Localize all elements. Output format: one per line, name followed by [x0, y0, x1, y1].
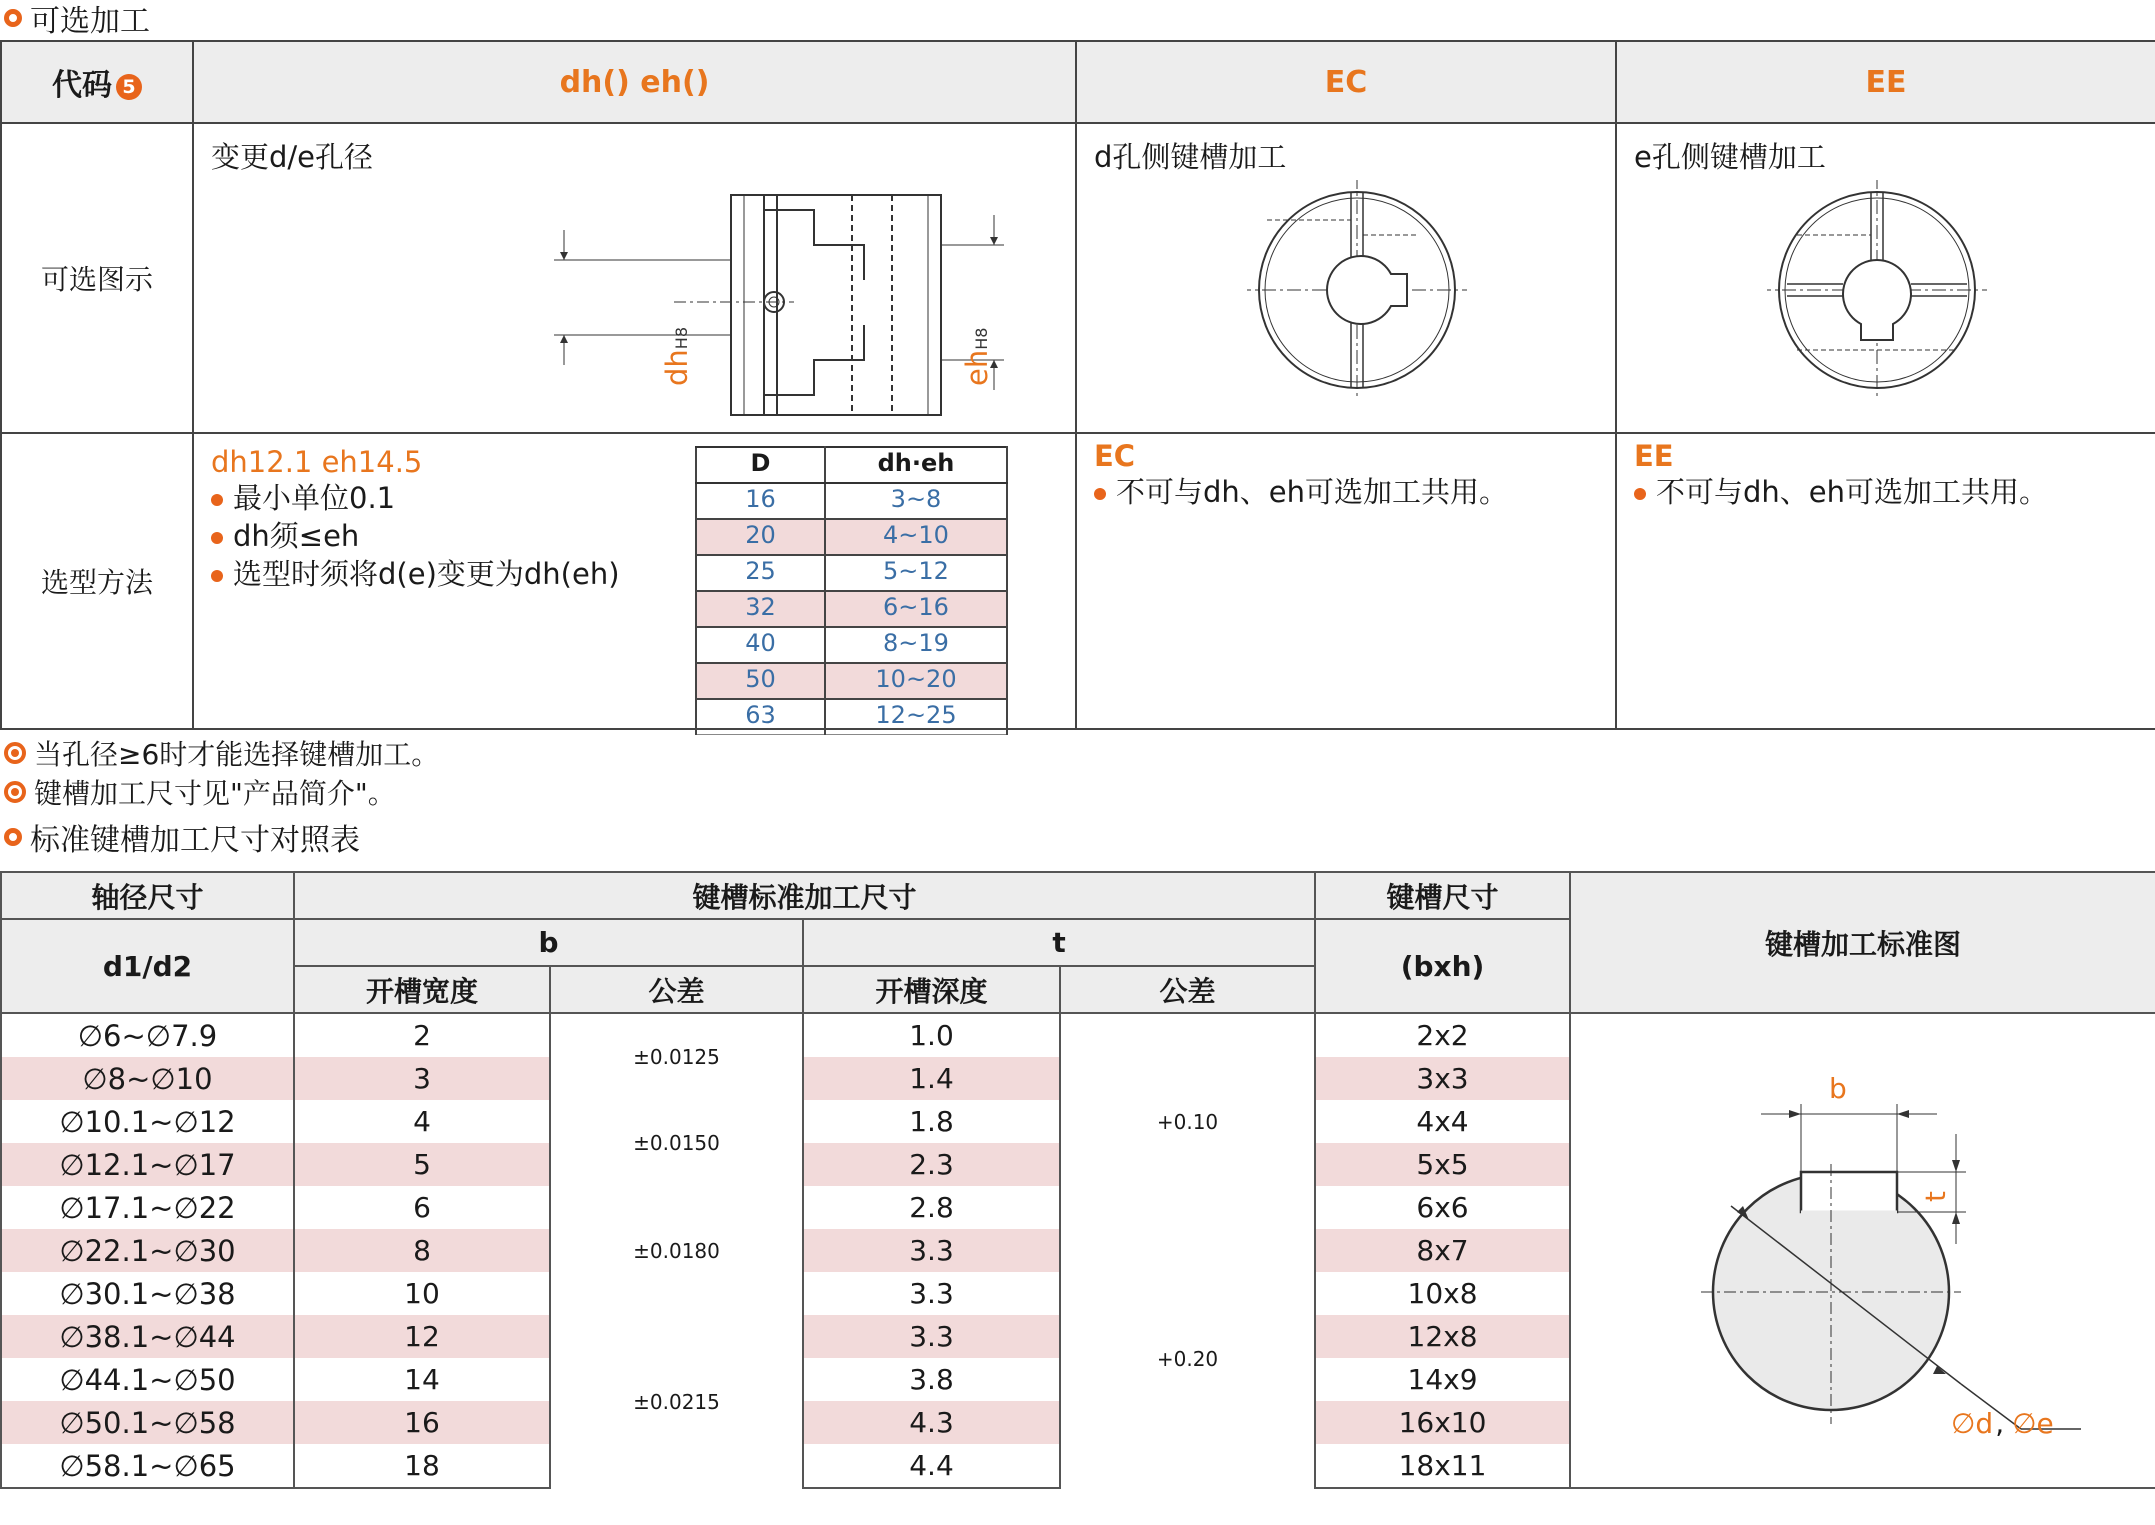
range-cell: 25 [696, 555, 825, 591]
dh-method-title: dh12.1 eh14.5 [211, 445, 423, 479]
coupling-side-view-diagram [474, 190, 1024, 435]
table-cell: 4 [294, 1100, 550, 1143]
t-tolerance: +0.20 [1060, 1229, 1315, 1488]
ring-bullet-icon [4, 9, 22, 27]
b-tol-header: 公差 [550, 966, 803, 1013]
ee-diagram-cell [1616, 123, 2155, 433]
bullet-dot-icon [211, 570, 223, 582]
table-cell: 1.8 [803, 1100, 1060, 1143]
table-cell: 10 [294, 1272, 550, 1315]
dh-range-row [696, 627, 1007, 663]
b-width-header: 开槽宽度 [294, 966, 550, 1013]
b-tolerance: ±0.0125 [550, 1013, 803, 1100]
table-cell: 8 [294, 1229, 550, 1272]
range-cell: 6~16 [825, 591, 1007, 627]
dot-ring-bullet-icon [4, 742, 26, 764]
table-cell: 12 [294, 1315, 550, 1358]
bullet-dot-icon [1634, 488, 1646, 500]
range-cell: 16 [696, 483, 825, 519]
ee-diagram-title: e孔侧键槽加工 [1634, 140, 1826, 174]
b-header: b [294, 919, 803, 966]
table2-header-row-1 [1, 872, 2155, 919]
dh-dimension-label: dhH8 [660, 326, 694, 386]
diagram-header: 键槽加工标准图 [1570, 872, 2155, 1013]
key-sub-header: (bxh) [1315, 919, 1570, 1013]
table-cell: 3.3 [803, 1272, 1060, 1315]
table-cell: 2x2 [1315, 1013, 1570, 1057]
range-cell: 3~8 [825, 483, 1007, 519]
range-cell: 50 [696, 663, 825, 699]
bullet-dot-icon [1094, 488, 1106, 500]
optional-processing-table [0, 40, 2155, 730]
table-cell: ∅22.1~∅30 [1, 1229, 294, 1272]
ec-method-title: EC [1094, 439, 1136, 473]
dh-method-cell [193, 433, 1076, 729]
range-cell: 12~25 [825, 699, 1007, 735]
dh-bullet-3: 选型时须将d(e)变更为dh(eh) [195, 555, 1074, 593]
ee-keyway-diagram [1767, 180, 1987, 400]
table-cell: 2.8 [803, 1186, 1060, 1229]
table-cell: ∅8~∅10 [1, 1057, 294, 1100]
b-tolerance: ±0.0180 [550, 1186, 803, 1315]
key-header: 键槽尺寸 [1315, 872, 1570, 919]
table-cell: ∅6~∅7.9 [1, 1013, 294, 1057]
dh-range-row [696, 555, 1007, 591]
table-cell: 1.4 [803, 1057, 1060, 1100]
t-depth-header: 开槽深度 [803, 966, 1060, 1013]
table-cell: 2.3 [803, 1143, 1060, 1186]
diagram-t-label: t [1919, 1191, 1953, 1202]
number-badge-icon: 5 [116, 74, 142, 100]
range-cell: 32 [696, 591, 825, 627]
row-label-method: 选型方法 [1, 433, 193, 729]
range-cell: 5~12 [825, 555, 1007, 591]
diagram-d-e-label: ∅d, ∅e [1951, 1407, 2054, 1440]
table-cell: 4.4 [803, 1444, 1060, 1488]
method-row [1, 433, 2155, 729]
table-cell: ∅12.1~∅17 [1, 1143, 294, 1186]
range-cell: 8~19 [825, 627, 1007, 663]
table-cell: 3.8 [803, 1358, 1060, 1401]
table-cell: 5x5 [1315, 1143, 1570, 1186]
code-header: 代码 5 [1, 41, 193, 123]
col-ee-header: EE [1616, 41, 2155, 123]
dh-range-row [696, 591, 1007, 627]
table-cell: 2 [294, 1013, 550, 1057]
ec-keyway-diagram [1247, 180, 1467, 400]
dh-range-row [696, 519, 1007, 555]
table-cell: ∅38.1~∅44 [1, 1315, 294, 1358]
table-cell: 12x8 [1315, 1315, 1570, 1358]
ec-diagram-title: d孔侧键槽加工 [1094, 140, 1287, 174]
table-cell: 3 [294, 1057, 550, 1100]
ec-bullet: 不可与dh、eh可选加工共用。 [1078, 473, 1614, 511]
ee-method-cell [1616, 433, 2155, 729]
ec-method-cell [1076, 433, 1616, 729]
table-cell: 18x11 [1315, 1444, 1570, 1488]
dh-diagram-cell [193, 123, 1076, 433]
note-2: 键槽加工尺寸见"产品简介"。 [4, 772, 396, 812]
diagram-b-label: b [1829, 1072, 1847, 1105]
eh-dimension-label: ehH8 [960, 327, 994, 386]
keyway-size-table [0, 871, 2155, 1489]
table-cell: ∅58.1~∅65 [1, 1444, 294, 1488]
table-cell: 1.0 [803, 1013, 1060, 1057]
range-cell: 40 [696, 627, 825, 663]
table-cell: 14x9 [1315, 1358, 1570, 1401]
table-cell: 8x7 [1315, 1229, 1570, 1272]
table-cell: 10x8 [1315, 1272, 1570, 1315]
bullet-dot-icon [211, 532, 223, 544]
b-tolerance: ±0.0215 [550, 1315, 803, 1488]
keyway-standard-diagram [1661, 1054, 2081, 1454]
t-tolerance: +0.10 [1060, 1013, 1315, 1229]
ee-bullet: 不可与dh、eh可选加工共用。 [1618, 473, 2154, 511]
section-title-optional: 可选加工 [4, 0, 150, 36]
t-header: t [803, 919, 1315, 966]
table-cell: 3.3 [803, 1315, 1060, 1358]
b-tolerance: ±0.0150 [550, 1100, 803, 1186]
dh-range-row [696, 483, 1007, 519]
table-cell: ∅50.1~∅58 [1, 1401, 294, 1444]
diagram-row [1, 123, 2155, 433]
table-cell: 5 [294, 1143, 550, 1186]
shaft-sub-header: d1/d2 [1, 919, 294, 1013]
table-cell: 16 [294, 1401, 550, 1444]
table-cell: 3.3 [803, 1229, 1060, 1272]
note-1: 当孔径≥6时才能选择键槽加工。 [4, 733, 439, 773]
keyway-diagram-cell [1570, 1013, 2155, 1488]
table-cell: 6 [294, 1186, 550, 1229]
table-cell: 3x3 [1315, 1057, 1570, 1100]
dh-bullet-2: dh须≤eh [195, 517, 1074, 555]
dot-ring-bullet-icon [4, 781, 26, 803]
dh-diagram-title: 变更d/e孔径 [211, 140, 374, 174]
table-cell: ∅17.1~∅22 [1, 1186, 294, 1229]
col-dh-header: dh() eh() [193, 41, 1076, 123]
table1-header-row [1, 41, 2155, 123]
table-cell: 4x4 [1315, 1100, 1570, 1143]
table-cell: 4.3 [803, 1401, 1060, 1444]
ring-bullet-icon [4, 828, 22, 846]
table-row [1, 1013, 2155, 1057]
ec-diagram-cell [1076, 123, 1616, 433]
range-cell: 10~20 [825, 663, 1007, 699]
row-label-diagram: 可选图示 [1, 123, 193, 433]
table-cell: 18 [294, 1444, 550, 1488]
std-header: 键槽标准加工尺寸 [294, 872, 1315, 919]
table-cell: ∅10.1~∅12 [1, 1100, 294, 1143]
shaft-header: 轴径尺寸 [1, 872, 294, 919]
table-cell: 14 [294, 1358, 550, 1401]
section-title-keyway: 标准键槽加工尺寸对照表 [4, 819, 360, 855]
bullet-dot-icon [211, 494, 223, 506]
range-cell: 63 [696, 699, 825, 735]
dh-range-table: D dh·eh 16 3~8 20 4~10 25 5~12 32 6~16 40 8~19 50 10~20 63 12~25 [695, 446, 1008, 735]
dh-bullet-1: 最小单位0.1 [195, 479, 1074, 517]
t-tol-header: 公差 [1060, 966, 1315, 1013]
dh-range-row [696, 699, 1007, 735]
ee-method-title: EE [1634, 439, 1674, 473]
dh-range-row [696, 663, 1007, 699]
table-cell: 16x10 [1315, 1401, 1570, 1444]
table-cell: ∅44.1~∅50 [1, 1358, 294, 1401]
table-cell: ∅30.1~∅38 [1, 1272, 294, 1315]
col-ec-header: EC [1076, 41, 1616, 123]
table-cell: 6x6 [1315, 1186, 1570, 1229]
range-cell: 20 [696, 519, 825, 555]
range-cell: 4~10 [825, 519, 1007, 555]
